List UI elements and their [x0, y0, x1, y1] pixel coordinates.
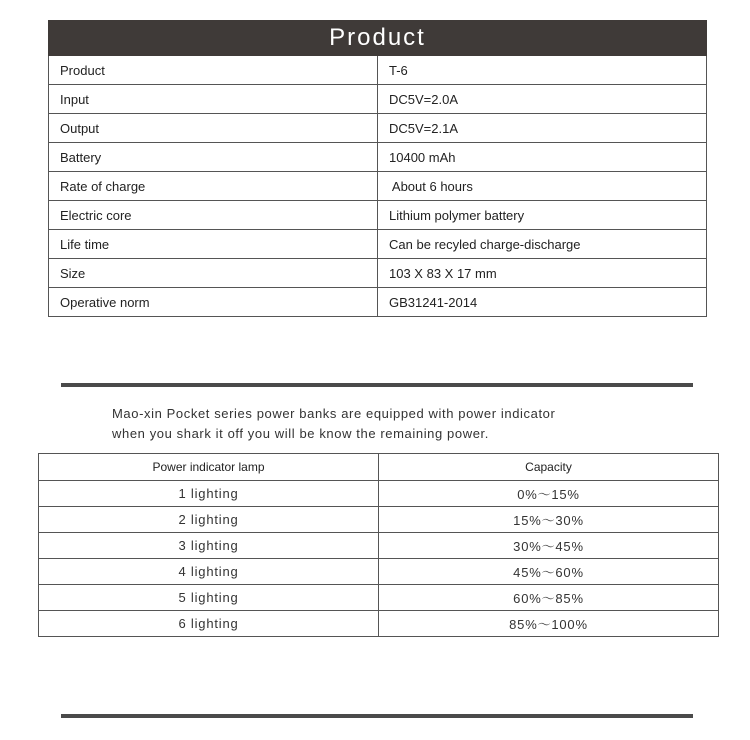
- spec-table-title: Product: [49, 21, 707, 56]
- table-row: [39, 611, 719, 637]
- spec-label: Battery: [49, 143, 378, 172]
- column-header-capacity: Capacity: [379, 454, 719, 481]
- lamp-cell: 2 lighting: [39, 507, 379, 533]
- indicator-note: [112, 404, 672, 444]
- spec-value: Can be recyled charge-discharge: [378, 230, 707, 259]
- spec-row: [49, 288, 707, 317]
- indicator-note-line: when you shark it off you will be know the remaining power.: [112, 426, 489, 441]
- spec-label: Input: [49, 85, 378, 114]
- spec-label: Operative norm: [49, 288, 378, 317]
- spec-label: Output: [49, 114, 378, 143]
- column-header-lamp: Power indicator lamp: [39, 454, 379, 481]
- indicator-header-row: [39, 454, 719, 481]
- lamp-cell: 6 lighting: [39, 611, 379, 637]
- capacity-cell: 85%～100%: [379, 611, 719, 637]
- spec-value: About 6 hours: [378, 172, 707, 201]
- section-divider-top: [61, 383, 693, 387]
- spec-row: [49, 259, 707, 288]
- spec-value: 10400 mAh: [378, 143, 707, 172]
- spec-value: DC5V=2.1A: [378, 114, 707, 143]
- spec-value: 103 X 83 X 17 mm: [378, 259, 707, 288]
- lamp-cell: 3 lighting: [39, 533, 379, 559]
- spec-row: [49, 172, 707, 201]
- spec-row: [49, 143, 707, 172]
- power-indicator-table: [38, 453, 719, 637]
- spec-label: Electric core: [49, 201, 378, 230]
- spec-label: Product: [49, 56, 378, 85]
- indicator-note-line: Mao-xin Pocket series power banks are equipped with power indicator: [112, 406, 556, 421]
- product-spec-table: [48, 20, 707, 317]
- spec-value: GB31241-2014: [378, 288, 707, 317]
- table-row: [39, 585, 719, 611]
- table-row: [39, 481, 719, 507]
- lamp-cell: 1 lighting: [39, 481, 379, 507]
- capacity-cell: 30%～45%: [379, 533, 719, 559]
- spec-row: [49, 114, 707, 143]
- spec-row: [49, 230, 707, 259]
- spec-label: Life time: [49, 230, 378, 259]
- spec-row: [49, 56, 707, 85]
- spec-label: Rate of charge: [49, 172, 378, 201]
- capacity-cell: 60%～85%: [379, 585, 719, 611]
- spec-label: Size: [49, 259, 378, 288]
- lamp-cell: 5 lighting: [39, 585, 379, 611]
- capacity-cell: 0%～15%: [379, 481, 719, 507]
- capacity-cell: 45%～60%: [379, 559, 719, 585]
- spec-value: Lithium polymer battery: [378, 201, 707, 230]
- table-row: [39, 559, 719, 585]
- capacity-cell: 15%～30%: [379, 507, 719, 533]
- spec-value: DC5V=2.0A: [378, 85, 707, 114]
- lamp-cell: 4 lighting: [39, 559, 379, 585]
- spec-header-row: [49, 21, 707, 56]
- section-divider-bottom: [61, 714, 693, 718]
- spec-row: [49, 85, 707, 114]
- spec-value: T-6: [378, 56, 707, 85]
- table-row: [39, 533, 719, 559]
- spec-row: [49, 201, 707, 230]
- table-row: [39, 507, 719, 533]
